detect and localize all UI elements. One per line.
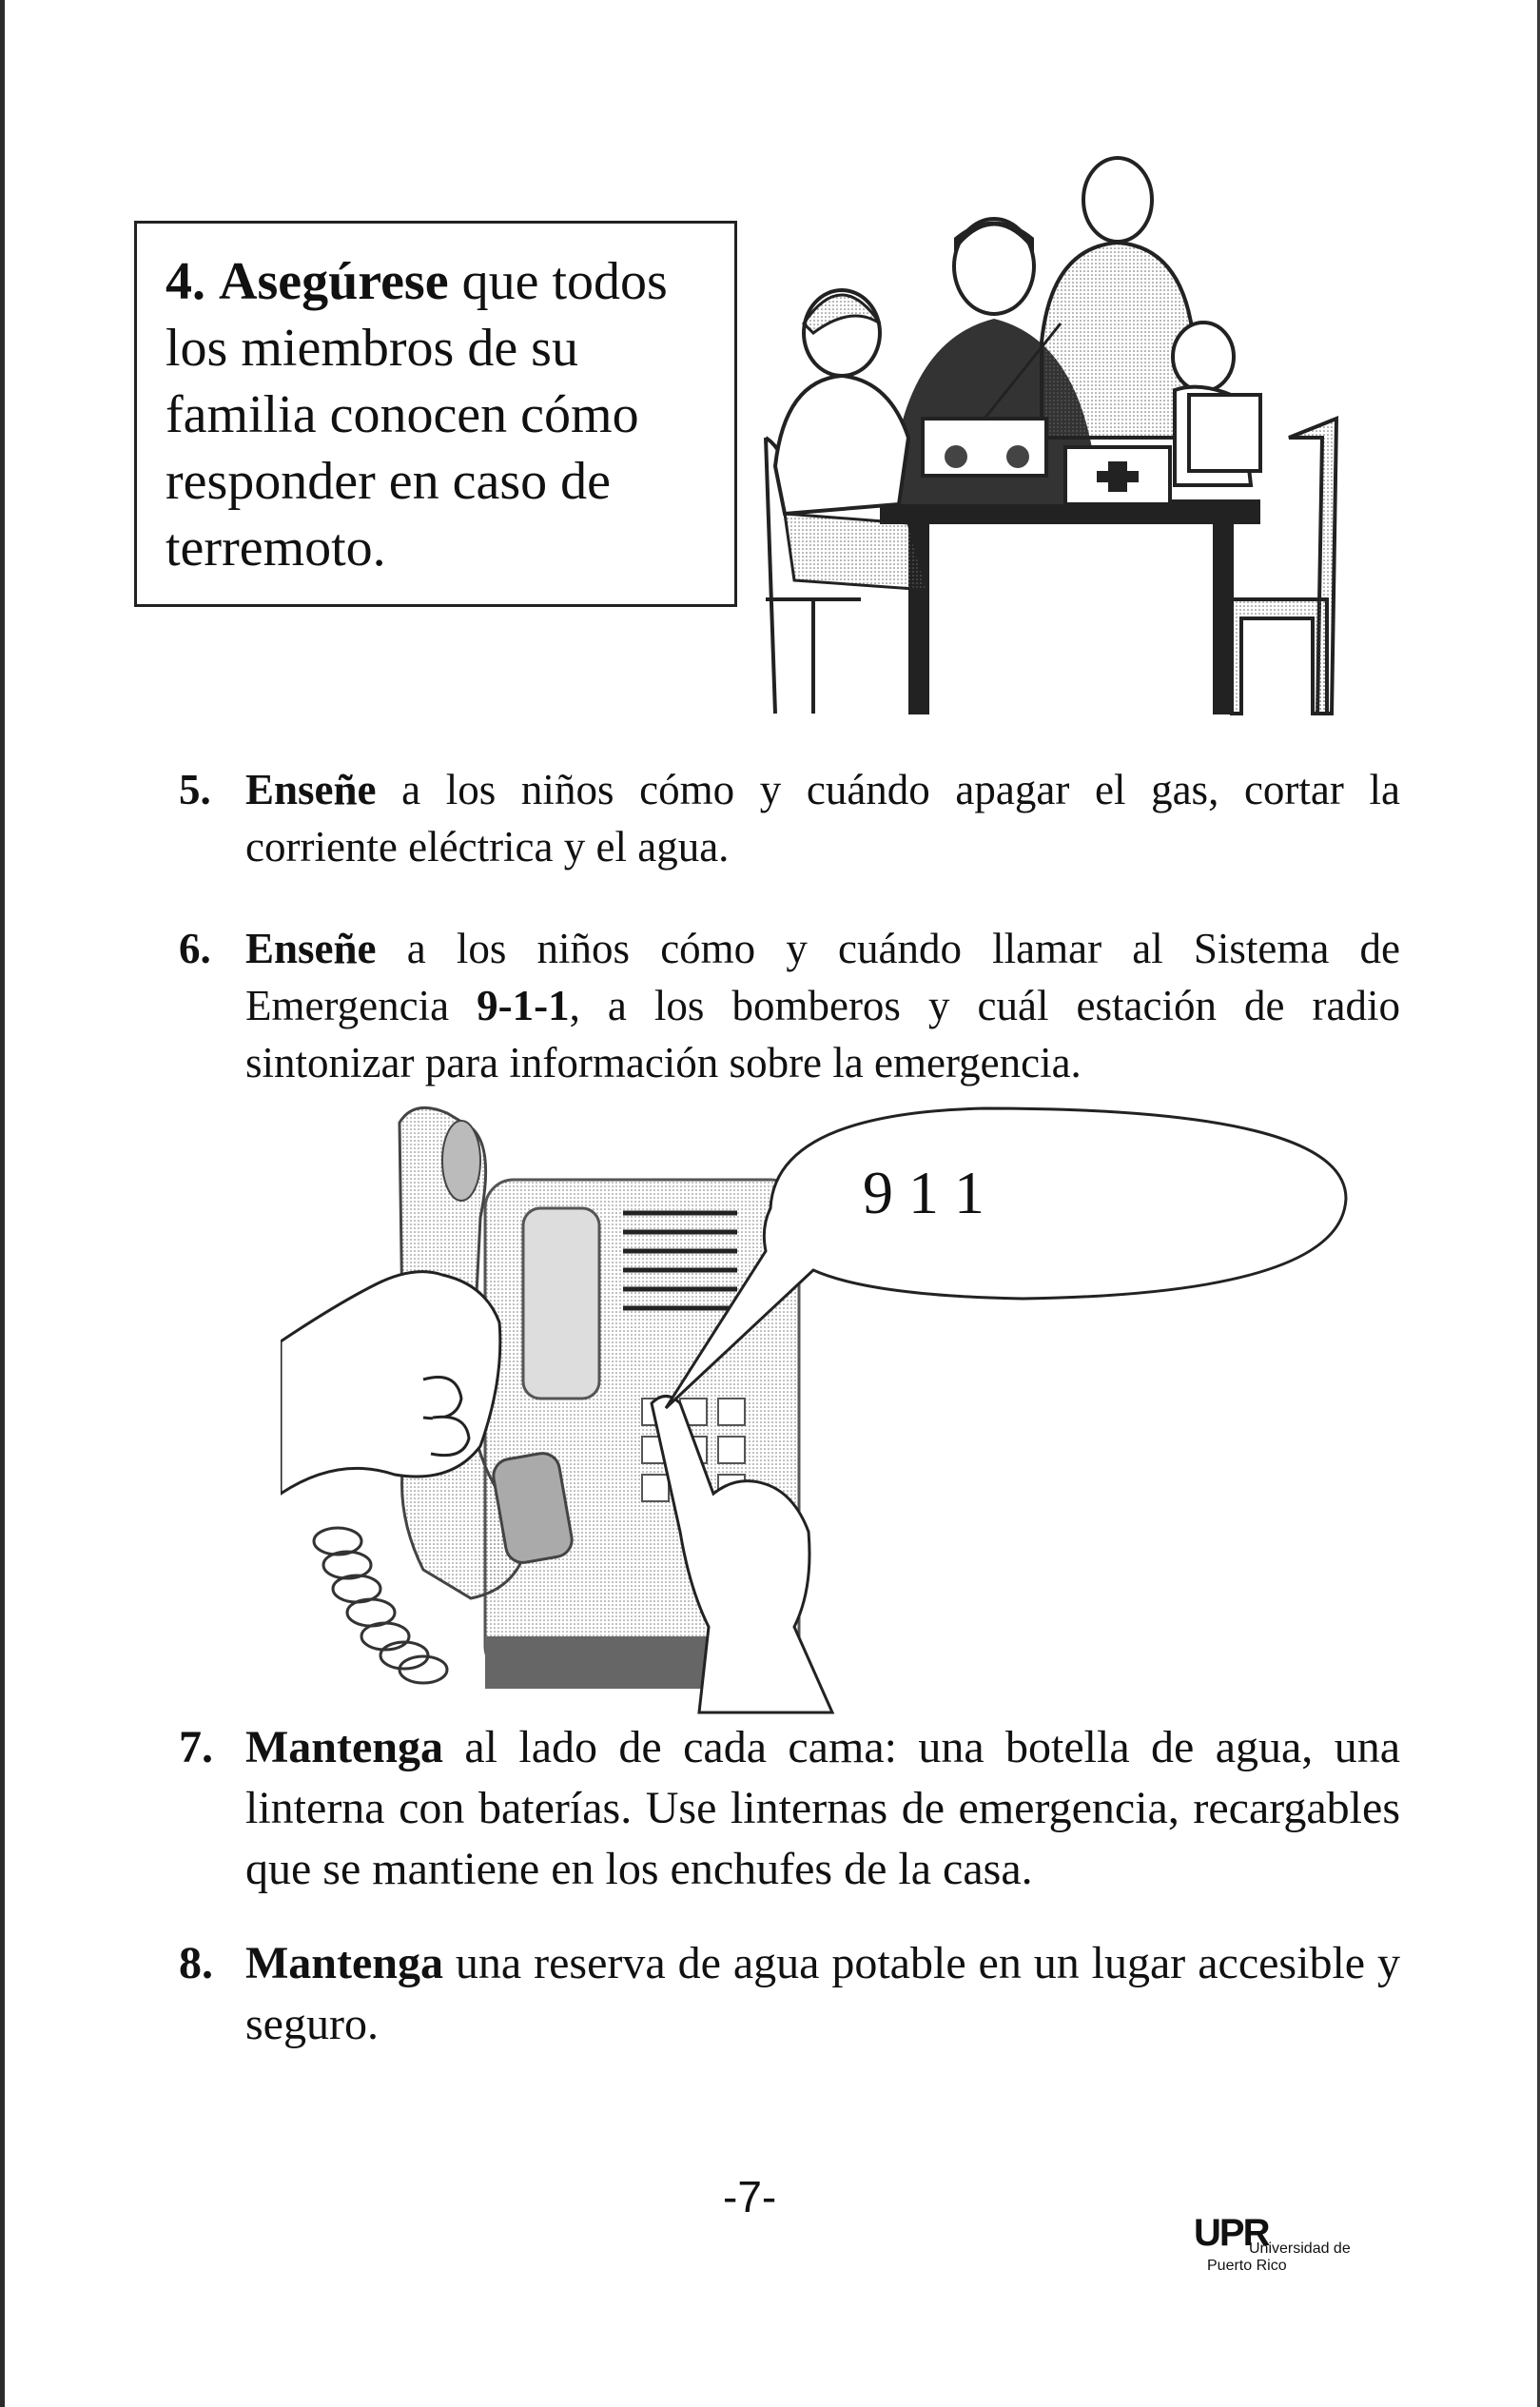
tip-5 [179, 761, 1400, 875]
tip-8-keyword: Mantenga [245, 1938, 443, 1988]
tip-8 [179, 1933, 1400, 2055]
tip-7-body: al lado de cada cama: una botella de agua, una linterna con baterías. Use linternas de emergencia, recargables que se mantiene en los enchufes de la casa. [245, 1722, 1400, 1894]
tip-6-keyword: Enseñe [245, 925, 377, 972]
upr-logo [1194, 2212, 1355, 2279]
tip-6-body: a los niños cómo y cuándo llamar al Sistema de Emergencia [245, 925, 1400, 1029]
tip-7-keyword: Mantenga [245, 1722, 443, 1772]
page-number: -7- [723, 2172, 777, 2221]
tip-4-text [166, 248, 706, 581]
tip-6-body-2: , a los bomberos y cuál estación de radio sintonizar para información sobre la emergencia. [245, 982, 1400, 1086]
woman-figure [1042, 158, 1194, 438]
phone-dialing-illustration [281, 1094, 1374, 1722]
page-edge-left [0, 0, 5, 2407]
tip-box-4 [134, 221, 737, 607]
tip-6-emergency-number: 9-1-1 [477, 982, 570, 1029]
tip-7 [179, 1717, 1400, 1900]
family-preparing-illustration [756, 152, 1355, 723]
tip-5-keyword: Enseñe [245, 766, 377, 813]
tip-5-number: 5. [179, 766, 211, 813]
tip-8-number: 8. [179, 1938, 213, 1988]
tip-6-number: 6. [179, 925, 211, 972]
bubble-911-text: 9 1 1 [863, 1159, 984, 1226]
upr-logo-line2: Puerto Rico [1207, 2258, 1287, 2274]
tip-8-body: una reserva de agua potable en un lugar accesible y seguro. [245, 1938, 1400, 2049]
tip-4-keyword: Asegúrese [219, 252, 449, 311]
tip-4-body: que todos los miembros de su familia conocen cómo responder en caso de terremoto. [166, 252, 668, 577]
tip-4-number: 4. [166, 252, 205, 311]
tip-6 [179, 920, 1400, 1091]
picture-frame-icon [1189, 395, 1260, 471]
left-hand [281, 1272, 500, 1494]
tip-5-body: a los niños cómo y cuándo apagar el gas, cortar la corriente eléctrica y el agua. [245, 766, 1400, 871]
first-aid-kit-icon [1065, 447, 1170, 504]
upr-logo-line1: Universidad de [1249, 2241, 1351, 2257]
upr-logo-mark: UPR [1194, 2212, 1269, 2254]
boy-figure [775, 290, 927, 590]
tip-7-number: 7. [179, 1722, 213, 1772]
